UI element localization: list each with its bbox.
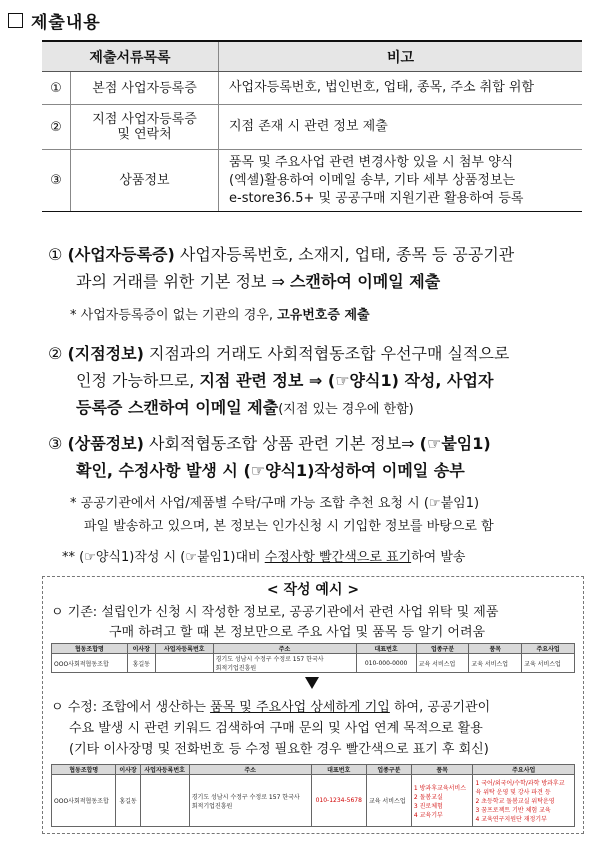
note-text: 하여 발송 xyxy=(411,550,466,565)
row-remark xyxy=(219,150,583,212)
col-header: 대표번호 xyxy=(311,765,366,775)
row-number: ① xyxy=(42,72,71,105)
remark-line: e-store36.5+ 및 공공구매 지원기관 활용하여 등록 xyxy=(229,190,524,206)
col-header: 업종구분 xyxy=(416,644,469,654)
note-2 xyxy=(70,492,610,538)
note-underline: 수정사항 빨간색으로 표기 xyxy=(264,550,412,565)
cell xyxy=(473,775,575,827)
cell: 교육 서비스업 xyxy=(416,654,469,673)
example-title: < 작성 예시 > xyxy=(266,582,360,598)
row-doc: 상품정보 xyxy=(71,150,219,212)
note-mark: ** xyxy=(62,550,75,565)
col-header: 사업자등록번호 xyxy=(155,644,213,654)
example-after-line: (기타 이사장명 및 전화번호 등 수정 필요한 경우 빨간색으로 표기 후 회신) xyxy=(69,742,489,757)
row-doc-line: 지점 사업자등록증 xyxy=(92,112,197,127)
table-row xyxy=(42,105,582,150)
cell-line: 경기도 성남시 수정구 수정로 157 한국사 xyxy=(191,793,300,801)
col-header: 대표번호 xyxy=(356,644,416,654)
note-text: 공공기관에서 사업/제품별 수탁/구매 가능 조합 추천 요청 시 (☞붙임1) xyxy=(80,496,480,511)
ex-text: ㅇ 수정: 조합에서 생산하는 xyxy=(51,700,206,715)
col-header: 품목 xyxy=(469,644,522,654)
cell: 교육 서비스업 xyxy=(469,654,522,673)
cell xyxy=(189,775,311,827)
para-bold: 스캔하여 이메일 제출 xyxy=(289,272,441,291)
example-after-line: 수요 발생 시 관련 키워드 검색하여 구매 문의 및 사업 연계 목적으로 활용 xyxy=(69,721,483,736)
table-row xyxy=(52,654,575,673)
para-bold: (지점정보) xyxy=(67,344,144,363)
row-doc: 본점 사업자등록증 xyxy=(71,72,219,105)
cell xyxy=(140,775,189,827)
submission-table xyxy=(42,40,582,212)
col-header: 주소 xyxy=(189,765,311,775)
note-text: (☞양식1)작성 시 (☞붙임1)대비 xyxy=(79,550,261,565)
paragraph-2 xyxy=(48,340,608,423)
cell-line: 육 위탁 운영 및 강사 파견 등 xyxy=(475,789,551,796)
paragraph-1 xyxy=(48,241,608,295)
para-number: ② xyxy=(48,344,63,363)
cell-line: 4 교육연구지원단 재정기부 xyxy=(475,816,547,823)
para-text: 인정 가능하므로, xyxy=(76,371,195,390)
col-header: 품목 xyxy=(411,765,473,775)
cell-line: 회적기업진흥원 xyxy=(191,802,233,810)
cell-line: 3 꿈프로젝트 기반 체험 교육 xyxy=(475,807,551,814)
para-bold: (상품정보) xyxy=(67,434,144,453)
note-1 xyxy=(70,304,370,327)
para-bold: (사업자등록증) xyxy=(67,245,175,264)
cell: 홍길동 xyxy=(127,654,155,673)
cell-line: 회적기업진흥원 xyxy=(215,665,257,672)
example-before-line: 구매 하려고 할 때 본 정보만으로 주요 사업 및 품목 등 알기 어려움 xyxy=(109,625,486,640)
remark-line: (엑셀)활용하여 이메일 송부, 기타 세부 상품정보는 xyxy=(229,172,516,188)
table-header xyxy=(42,41,582,72)
para-bold: 확인, 수정사항 발생 시 (☞양식1)작성하여 이메일 송부 xyxy=(76,461,465,480)
note-3 xyxy=(62,546,466,569)
header-docs: 제출서류목록 xyxy=(42,41,219,72)
col-header: 업종구분 xyxy=(366,765,411,775)
cell xyxy=(411,775,473,827)
example-after-line xyxy=(51,698,490,718)
col-header: 사업자등록번호 xyxy=(140,765,189,775)
col-header: 협동조합명 xyxy=(52,644,128,654)
para-bold: 등록증 스캔하여 이메일 제출 xyxy=(76,398,279,417)
table-row xyxy=(42,150,582,212)
para-text: 과의 거래를 위한 기본 정보 ⇒ xyxy=(76,272,285,291)
row-number: ③ xyxy=(42,150,71,212)
section-title: 제출내용 xyxy=(31,13,101,33)
para-number: ③ xyxy=(48,434,63,453)
row-doc-line: 및 연락처 xyxy=(117,127,172,142)
note-mark: * xyxy=(70,496,77,511)
col-header: 이사장 xyxy=(127,644,155,654)
cell xyxy=(213,654,356,673)
para-bold: (☞붙임1) xyxy=(419,434,491,453)
note-bold: 고유번호증 제출 xyxy=(277,308,370,323)
row-remark: 지점 존재 시 관련 정보 제출 xyxy=(219,105,583,150)
para-small: (지점 있는 경우에 한함) xyxy=(278,402,414,417)
section-heading xyxy=(8,8,101,33)
row-doc xyxy=(71,105,219,150)
ex-underline: 품목 및 주요사업 상세하게 기입 xyxy=(210,700,390,715)
cell: 010-000-0000 xyxy=(356,654,416,673)
note-mark: * xyxy=(70,308,77,323)
cell: 010-1234-5678 xyxy=(311,775,366,827)
col-header: 주소 xyxy=(213,644,356,654)
ex-text: 하여, 공공기관이 xyxy=(394,700,491,715)
header-remark: 비고 xyxy=(219,41,583,72)
para-text: 사업자등록번호, 소재지, 업태, 종목 등 공공기관 xyxy=(179,245,515,264)
note-text: 사업자등록증이 없는 기관의 경우, xyxy=(80,308,273,323)
example-table-after xyxy=(51,764,575,827)
remark-line: 품목 및 주요사업 관련 변경사항 있을 시 첨부 양식 xyxy=(229,154,514,170)
para-text: 지점과의 거래도 사회적협동조합 우선구매 실적으로 xyxy=(148,344,510,363)
col-header: 주요사업 xyxy=(522,644,575,654)
checkbox-icon xyxy=(8,13,23,28)
cell: 교육 서비스업 xyxy=(522,654,575,673)
cell: OOO사회적협동조합 xyxy=(52,775,116,827)
cell-line: 1 국어/외국어/수학/과학 방과후교 xyxy=(475,780,565,787)
example-before-line: ㅇ 기존: 설립인가 신청 시 작성한 정보로, 공공기관에서 관련 사업 위탁 및 제품 xyxy=(51,605,499,620)
table-row xyxy=(42,72,582,105)
note-text: 파일 발송하고 있으며, 본 정보는 인가신청 시 기입한 정보를 바탕으로 함 xyxy=(84,519,494,534)
col-header: 주요사업 xyxy=(473,765,575,775)
down-arrow-icon xyxy=(305,677,319,689)
para-bold: 지점 관련 정보 ⇒ (☞양식1) 작성, 사업자 xyxy=(199,371,494,390)
example-table-before xyxy=(51,643,575,673)
cell-line: 3 진로체험 xyxy=(413,802,443,810)
cell xyxy=(155,654,213,673)
col-header: 협동조합명 xyxy=(52,765,116,775)
cell-line: 1 방과후교육서비스 xyxy=(413,784,466,792)
cell-line: 경기도 성남시 수정구 수정로 157 한국사 xyxy=(215,656,324,663)
col-header: 이사장 xyxy=(116,765,140,775)
para-text: 사회적협동조합 상품 관련 기본 정보⇒ xyxy=(148,434,415,453)
cell-line: 2 초등학교 돌봄교실 위탁운영 xyxy=(475,798,555,805)
cell-line: 2 돌봄교실 xyxy=(413,793,443,801)
cell: 홍길동 xyxy=(116,775,140,827)
para-number: ① xyxy=(48,245,63,264)
cell-line: 4 교육기부 xyxy=(413,811,443,819)
row-remark: 사업자등록번호, 법인번호, 업태, 종목, 주소 취합 위함 xyxy=(219,72,583,105)
cell: 교육 서비스업 xyxy=(366,775,411,827)
cell: OOO사회적협동조합 xyxy=(52,654,128,673)
paragraph-3 xyxy=(48,430,608,484)
example-box xyxy=(42,576,584,834)
table-row xyxy=(52,775,575,827)
row-number: ② xyxy=(42,105,71,150)
